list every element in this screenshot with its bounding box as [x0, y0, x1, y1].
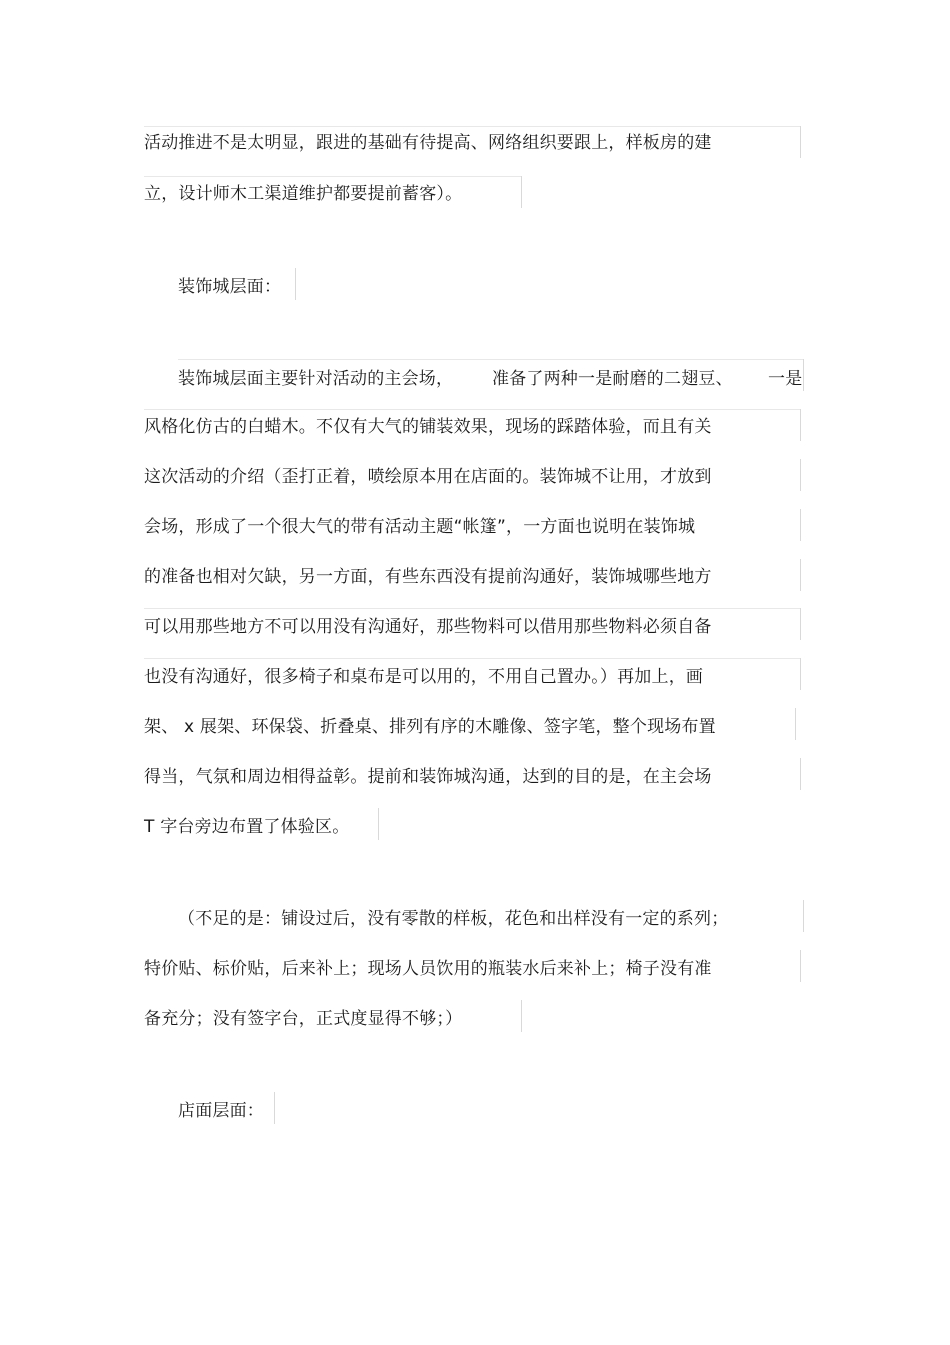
line-border [178, 359, 803, 360]
line-border [295, 268, 296, 300]
paragraph-line-2: 立，设计师木工渠道维护都要提前蓄客）。 [144, 184, 463, 204]
section-heading-decoration-city: 装饰城层面： [178, 277, 282, 297]
paragraph-line-3a: 装饰城层面主要针对活动的主会场， [178, 369, 454, 389]
paragraph-line-3c: 一是 [768, 369, 803, 389]
paragraph-line-1: 活动推进不是太明显，跟进的基础有待提高、网络组织要跟上，样板房的建 [144, 133, 712, 153]
line-border [800, 658, 801, 690]
paragraph-line-7: 的准备也相对欠缺，另一方面，有些东西没有提前沟通好，装饰城哪些地方 [144, 567, 712, 587]
paragraph-line-4: 风格化仿古的白蜡木。不仅有大气的铺装效果，现场的踩踏体验，而且有关 [144, 417, 712, 437]
line-border [800, 459, 801, 491]
line-border [144, 126, 801, 127]
paragraph-line-3b: 准备了两种一是耐磨的二翅豆、 [492, 369, 733, 389]
paragraph-line-15: 备充分；没有签字台，正式度显得不够；） [144, 1009, 463, 1029]
paragraph-line-11: 得当，气氛和周边相得益彰。提前和装饰城沟通，达到的目的是，在主会场 [144, 767, 712, 787]
paragraph-line-8: 可以用那些地方不可以用没有沟通好，那些物料可以借用那些物料必须自备 [144, 617, 712, 637]
line-border [144, 608, 801, 609]
line-border [800, 126, 801, 158]
paragraph-line-14: 特价贴、标价贴，后来补上；现场人员饮用的瓶装水后来补上；椅子没有准 [144, 959, 712, 979]
line-border [800, 509, 801, 541]
paragraph-line-6: 会场，形成了一个很大气的带有活动主题“帐篷”，一方面也说明在装饰城 [144, 517, 696, 537]
line-border [803, 359, 804, 391]
line-border [800, 559, 801, 591]
line-border [144, 176, 521, 177]
line-border [800, 409, 801, 441]
paragraph-line-10: 架、 x 展架、环保袋、折叠桌、排列有序的木雕像、签字笔，整个现场布置 [144, 717, 716, 737]
line-border [378, 808, 379, 840]
section-heading-store: 店面层面： [178, 1101, 264, 1121]
line-border [803, 900, 804, 932]
line-border [274, 1092, 275, 1124]
line-border [795, 708, 796, 740]
line-border [521, 176, 522, 208]
paragraph-line-13: （不足的是：铺设过后，没有零散的样板，花色和出样没有一定的系列； [178, 909, 729, 929]
line-border [800, 608, 801, 640]
line-border [800, 758, 801, 790]
line-border [144, 409, 801, 410]
paragraph-line-5: 这次活动的介绍（歪打正着，喷绘原本用在店面的。装饰城不让用，才放到 [144, 467, 712, 487]
paragraph-line-9: 也没有沟通好，很多椅子和桌布是可以用的，不用自己置办。）再加上，画 [144, 667, 704, 687]
paragraph-line-12: T 字台旁边布置了体验区。 [144, 817, 350, 837]
line-border [521, 1000, 522, 1032]
line-border [144, 658, 801, 659]
line-border [800, 950, 801, 982]
